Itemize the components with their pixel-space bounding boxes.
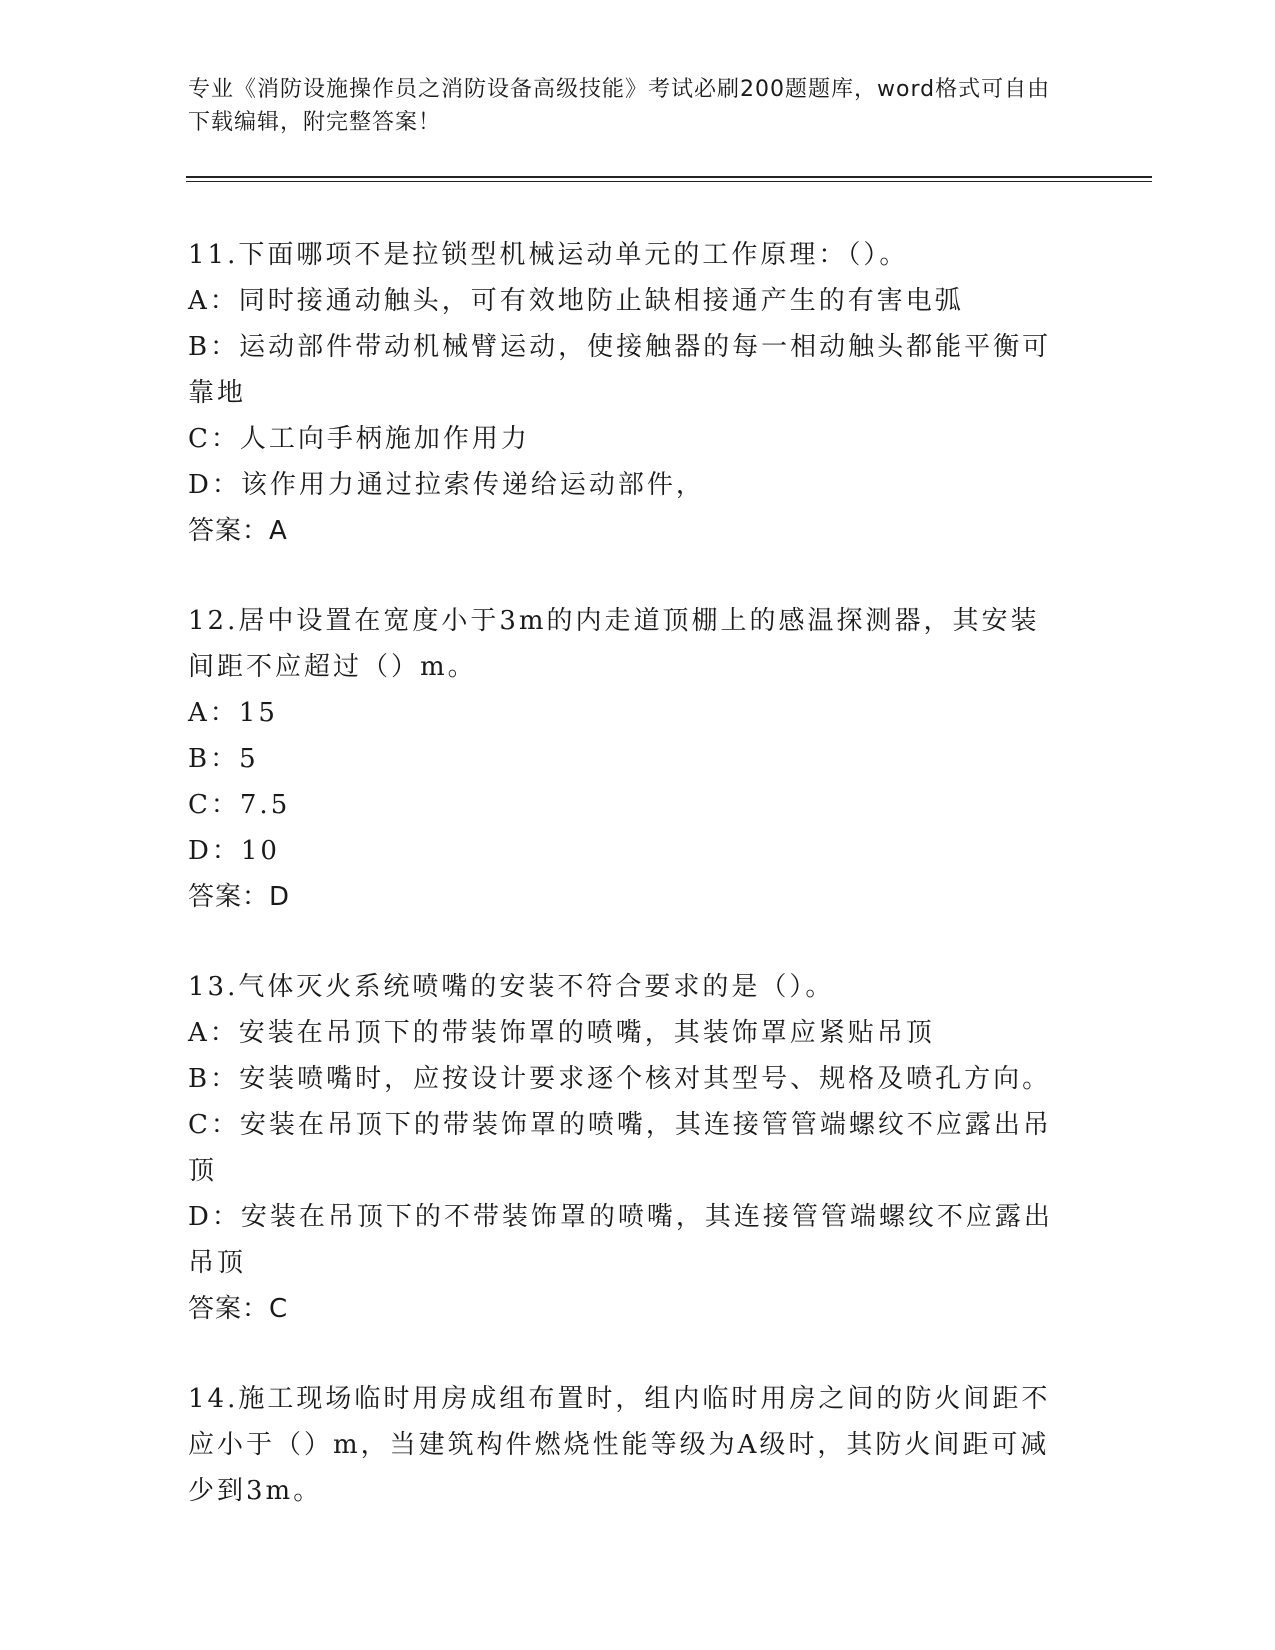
option-b: B：安装喷嘴时，应按设计要求逐个核对其型号、规格及喷孔方向。 — [188, 1064, 1052, 1094]
document-header: 专业《消防设施操作员之消防设备高级技能》考试必刷200题题库，word格式可自由下载编辑，附完整答案！ — [188, 77, 1051, 135]
question-stem: 12.居中设置在宽度小于3m的内走道顶棚上的感温探测器，其安装间距不应超过（）m。 — [188, 606, 1040, 682]
question-12 — [188, 598, 1068, 920]
option-d: D：安装在吊顶下的不带装饰罩的喷嘴，其连接管管端螺纹不应露出吊顶 — [188, 1202, 1053, 1278]
question-list — [188, 232, 1068, 1558]
option-c: C：7.5 — [188, 790, 291, 820]
option-c: C：安装在吊顶下的带装饰罩的喷嘴，其连接管管端螺纹不应露出吊顶 — [188, 1110, 1052, 1186]
option-d: D：10 — [188, 836, 280, 866]
header-divider — [186, 176, 1152, 182]
question-stem: 13.气体灭火系统喷嘴的安装不符合要求的是（）。 — [188, 972, 835, 1002]
question-13 — [188, 964, 1068, 1332]
answer-label: 答案：A — [188, 516, 288, 546]
option-c: C：人工向手柄施加作用力 — [188, 424, 530, 454]
answer-label: 答案：C — [188, 1294, 289, 1324]
question-14 — [188, 1376, 1068, 1514]
option-a: A：同时接通动触头，可有效地防止缺相接通产生的有害电弧 — [188, 286, 964, 316]
option-a: A：15 — [188, 698, 278, 728]
question-11 — [188, 232, 1068, 554]
answer-label: 答案：D — [188, 882, 291, 912]
question-stem: 11.下面哪项不是拉锁型机械运动单元的工作原理：（）。 — [188, 240, 909, 270]
question-stem: 14.施工现场临时用房成组布置时，组内临时用房之间的防火间距不应小于（）m，当建筑构件燃烧性能等级为A级时，其防火间距可减少到3m。 — [188, 1384, 1051, 1506]
option-a: A：安装在吊顶下的带装饰罩的喷嘴，其装饰罩应紧贴吊顶 — [188, 1018, 935, 1048]
option-d: D：该作用力通过拉索传递给运动部件， — [188, 470, 705, 500]
option-b: B：5 — [188, 744, 259, 774]
option-b: B：运动部件带动机械臂运动，使接触器的每一相动触头都能平衡可靠地 — [188, 332, 1052, 408]
